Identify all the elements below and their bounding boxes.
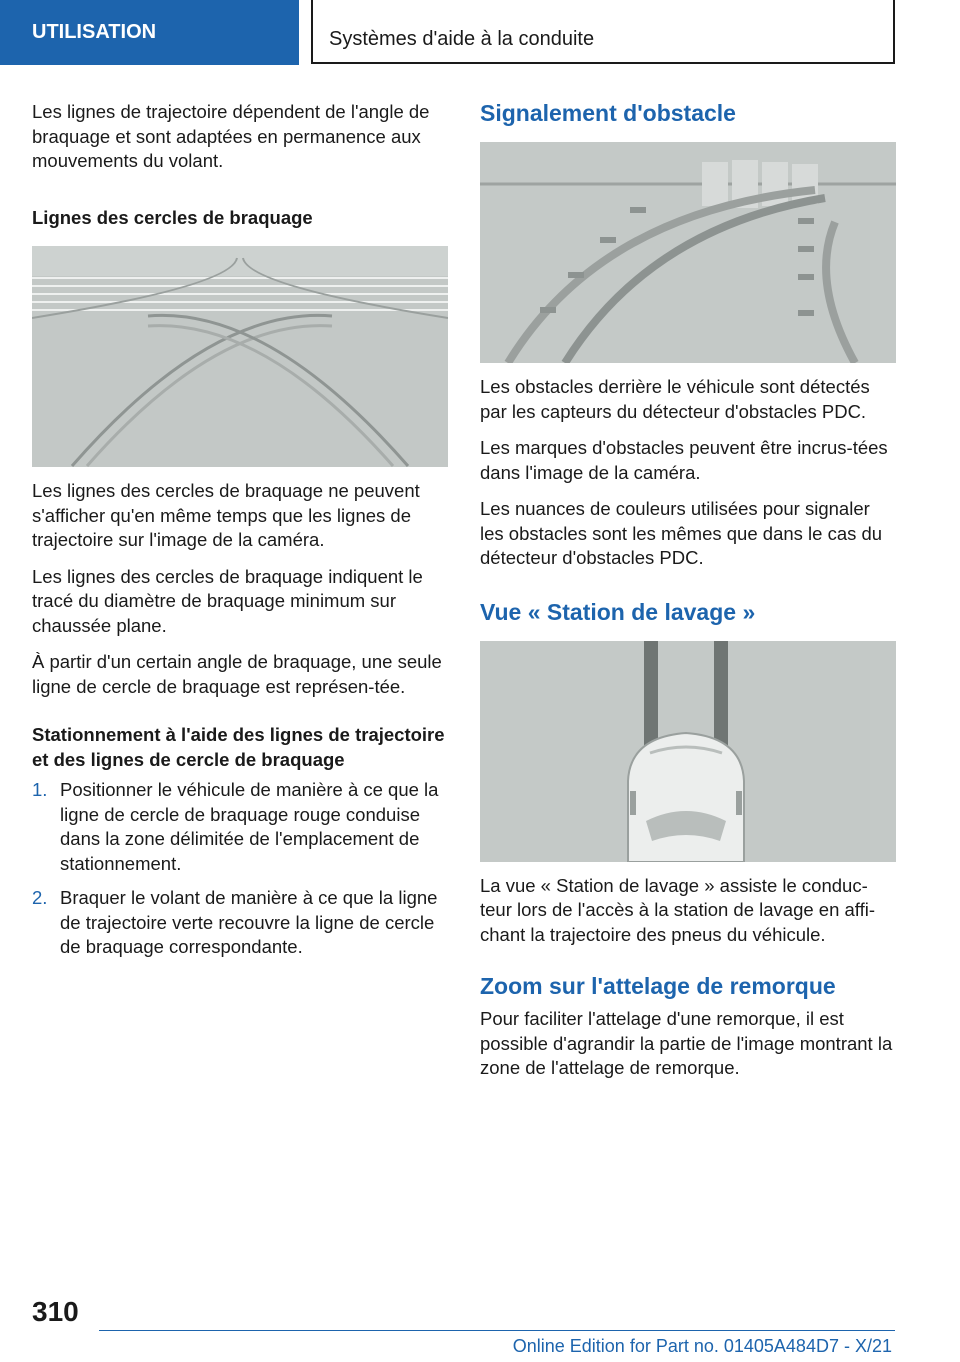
figure-obstacle-marking <box>480 142 896 363</box>
step-text: Positionner le véhicule de manière à ce que la ligne de cercle de braquage rouge conduise dans la zone délimitée de l'emplacement de stationnement. <box>60 779 439 874</box>
intro-paragraph: Les lignes de trajectoire dépendent de l'angle de braquage et sont adaptées en permanence aux mouvements du volant. <box>32 101 430 171</box>
parking-steps <box>32 778 448 960</box>
heading-trailer-zoom: Zoom sur l'attelage de remorque <box>480 973 836 999</box>
paragraph-circles-2: Les lignes des cercles de braquage indiquent le tracé du diamètre de braquage minimum sur chaussée plane. <box>32 565 423 636</box>
paragraph-obstacle-1: Les obstacles derrière le véhicule sont détectés par les capteurs du détecteur d'obstacles PDC. <box>480 376 870 422</box>
paragraph-obstacle-3: Les nuances de couleurs utilisées pour signaler les obstacles sont les mêmes que dans le cas du détecteur d'obstacles PDC. <box>480 498 883 568</box>
paragraph-car-wash: La vue « Station de lavage » assiste le conduc-teur lors de l'accès à la station de lavage en affi-chant la trajectoire des pneus du véhicule. <box>480 874 876 945</box>
step-text: Braquer le volant de manière à ce que la ligne de trajectoire verte recouvre la ligne de cercle de braquage correspondante. <box>60 887 438 957</box>
paragraph-trailer-zoom: Pour faciliter l'attelage d'une remorque, il est possible d'agrandir la partie de l'image montrant la zone de l'attelage de remorque. <box>480 1008 893 1078</box>
step-number: 1. <box>32 779 48 800</box>
step-number: 2. <box>32 887 48 908</box>
left-column <box>32 100 448 970</box>
page-number: 310 <box>32 1296 79 1327</box>
figure-car-wash-view <box>480 641 896 862</box>
paragraph-circles-3: À partir d'un certain angle de braquage, une seule ligne de cercle de braquage est représen-tée. <box>32 651 442 697</box>
list-item <box>32 778 448 876</box>
figure-turning-circle-lines <box>32 246 448 467</box>
heading-turning-circles: Lignes des cercles de braquage <box>32 206 313 228</box>
header-section-tab: UTILISATION <box>0 0 299 65</box>
paragraph-obstacle-2: Les marques d'obstacles peuvent être incrus-tées dans l'image de la caméra. <box>480 437 888 483</box>
right-column <box>480 98 896 1093</box>
list-item <box>32 886 448 960</box>
footer-divider <box>99 1330 895 1331</box>
heading-parking: Stationnement à l'aide des lignes de trajectoire et des lignes de cercle de braquage <box>32 724 445 770</box>
paragraph-circles-1: Les lignes des cercles de braquage ne peuvent s'afficher qu'en même temps que les lignes de trajectoire sur l'image de la caméra. <box>32 480 420 550</box>
footer-edition: Online Edition for Part no. 01405A484D7 - X/21 <box>512 1336 892 1356</box>
heading-car-wash: Vue « Station de lavage » <box>480 598 756 625</box>
header-chapter-title: Systèmes d'aide à la conduite <box>311 0 895 64</box>
heading-obstacle: Signalement d'obstacle <box>480 100 736 126</box>
